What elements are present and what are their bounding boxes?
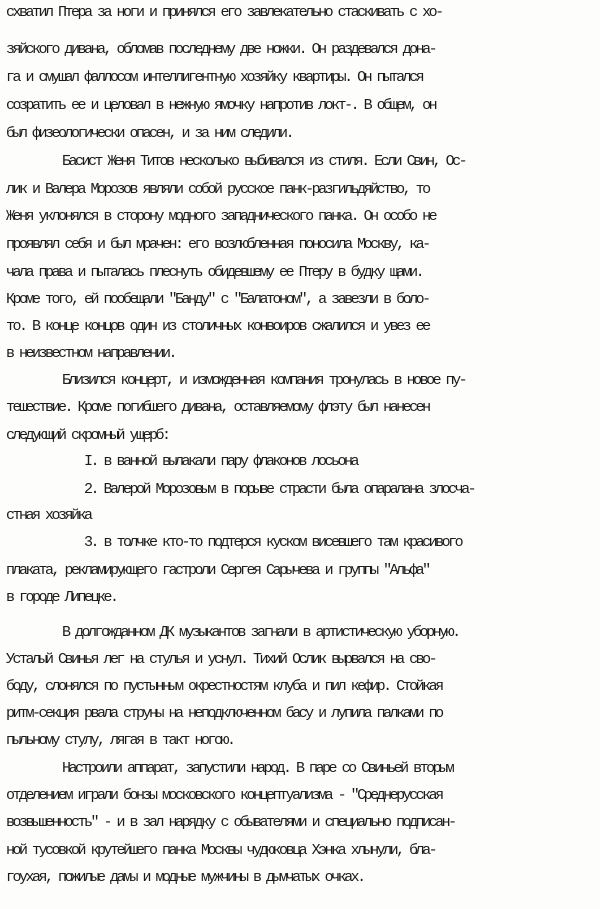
list-item: I. в ванной вылакали пару флаконов лосьона xyxy=(84,453,358,470)
text-line: схватил Птера за ноги и принялся его завлекательно стаскивать с хо- xyxy=(6,4,442,21)
text-line: ной тусовкой крутейшего панка Москвы чудюковца Хэнка хлынули, бла- xyxy=(6,842,436,859)
text-line: созратить ее и целовал в нежную ямочку напротив локт-. В общем, он xyxy=(6,97,436,114)
text-line: возвышенность" - и в зал нарядку с обывателями и специально подписан- xyxy=(6,814,455,831)
text-line: В долгожданном ДК музыкантов загнали в артистическую уборную. xyxy=(62,624,459,641)
text-line: пыльному стулу, лягая в такт ногою. xyxy=(6,732,234,749)
text-line: тешествие. Кроме погибшего дивана, оставляемому флэту был нанесен xyxy=(6,399,429,416)
text-line: зяйского дивана, обломав последнему две ножки. Он раздевался дона- xyxy=(6,41,436,58)
text-line: ритм-секция рвала струны на неподключенном басу и лупила палками по xyxy=(6,705,442,722)
text-line: стная хозяйка xyxy=(6,507,91,524)
text-line: чала права и пыталась плеснуть обидевшему ее Птеру в будку щами. xyxy=(6,264,423,281)
text-line: боду, слонялся по пустынным окрестностям клуба и пил кефир. Стойкая xyxy=(6,678,442,695)
text-line: в неизвестном направлении. xyxy=(6,345,176,362)
text-line: то. В конце концов один из столичных конвоиров сжалился и увез ее xyxy=(6,318,429,335)
text-line: лик и Валера Морозов являли собой русское панк-разгильдяйство, то xyxy=(6,181,429,198)
text-line: отделением играли бонзы московского концептуализма - "Среднерусская xyxy=(6,787,442,804)
text-line: Женя уклонялся в сторону модного западнического панка. Он особо не xyxy=(6,208,436,225)
text-line: был физеологически опасен, и за ним следили. xyxy=(6,125,293,142)
text-line: плаката, рекламирующего гастроли Сергея Сарычева и группы "Альфа" xyxy=(6,562,429,579)
text-line: Усталый Свинья лег на стулья и уснул. Тихий Ослик вырвался на сво- xyxy=(6,651,436,668)
text-line: га и смушал фаллосом интеллигентную хозяйку квартиры. Он пытался xyxy=(6,69,423,86)
text-line: в городе Липецке. xyxy=(6,589,117,606)
text-line: Кроме того, ей пообещали "Банду" с "Балатоном", а завезли в боло- xyxy=(6,291,429,308)
text-line: следующий скромный ущерб: xyxy=(6,427,169,444)
list-item: 3. в толчке кто-то подтерся куском висевшего там красивого xyxy=(84,534,462,551)
text-line: гоухая, пожилые дамы и модные мужчины в дымчатых очках. xyxy=(6,869,364,886)
text-line: Басист Женя Титов несколько выбивался из стиля. Если Свин, Ос- xyxy=(62,153,466,170)
list-item: 2. Валерой Морозовым в порыве страсти была опаралана злосча- xyxy=(84,481,475,498)
text-line: проявлял себя и был мрачен: его возлюбленная поносила Москву, ка- xyxy=(6,236,429,253)
text-line: Близился концерт, и изможденная компания тронулась в новое пу- xyxy=(62,372,466,389)
text-line: Настроили аппарат, запустили народ. В паре со Свиньей вторым xyxy=(62,760,453,777)
